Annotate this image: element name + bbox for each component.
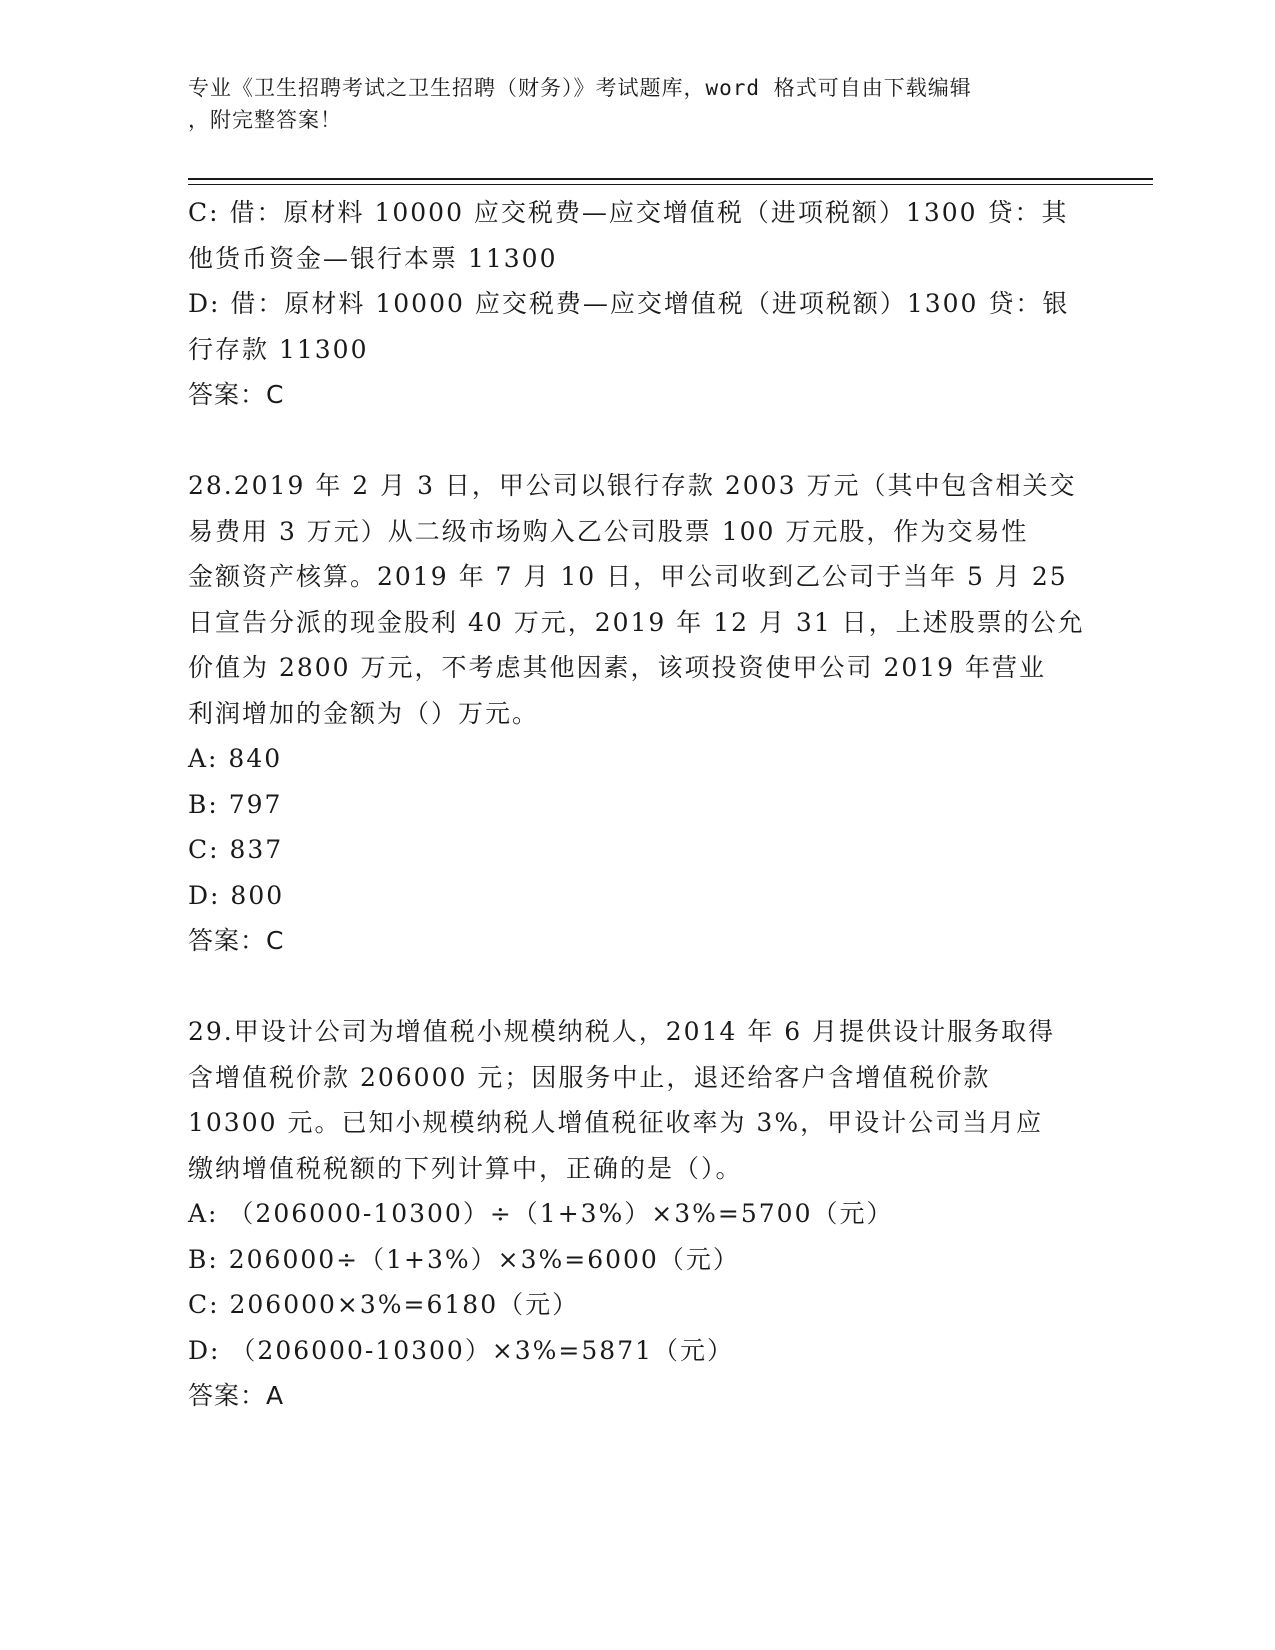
q28-option-c: C: 837: [188, 835, 284, 864]
q27-option-c-line-1: C: 借：原材料 10000 应交税费—应交增值税（进项税额）1300 贷：其: [188, 198, 1069, 227]
q28-answer: 答案：C: [188, 926, 285, 955]
q29-answer: 答案：A: [188, 1381, 285, 1410]
q29-stem-line: 缴纳增值税税额的下列计算中，正确的是（）。: [188, 1153, 743, 1183]
q28-stem-line: 28.2019 年 2 月 3 日，甲公司以银行存款 2003 万元（其中包含相关交: [188, 471, 1077, 500]
q29-option-a: A: （206000-10300）÷（1+3%）×3%=5700（元）: [188, 1199, 894, 1228]
q27-option-d-line-1: D: 借：原材料 10000 应交税费—应交增值税（进项税额）1300 贷：银: [188, 289, 1070, 318]
q29-stem-line: 含增值税价款 206000 元；因服务中止，退还给客户含增值税价款: [188, 1062, 991, 1092]
q29-stem-line: 29.甲设计公司为增值税小规模纳税人，2014 年 6 月提供设计服务取得: [188, 1017, 1056, 1046]
q28-stem-line: 易费用 3 万元）从二级市场购入乙公司股票 100 万元股，作为交易性: [188, 516, 1029, 546]
header-divider-thin: [188, 184, 1153, 185]
q27-option-d-line-2: 行存款 11300: [188, 334, 369, 364]
question-29: [188, 1009, 1088, 1419]
q28-option-b: B: 797: [188, 789, 283, 819]
q27-answer: 答案：C: [188, 380, 285, 409]
q29-stem-line: 10300 元。已知小规模纳税人增值税征收率为 3%，甲设计公司当月应: [188, 1108, 1044, 1137]
question-28: [188, 463, 1088, 964]
question-27-tail: [188, 190, 1088, 418]
q28-option-a: A: 840: [188, 744, 283, 773]
q28-option-d: D: 800: [188, 880, 285, 910]
paragraph-gap: [188, 418, 1088, 464]
q28-stem-line: 价值为 2800 万元，不考虑其他因素，该项投资使甲公司 2019 年营业: [188, 653, 1047, 682]
paragraph-gap: [188, 964, 1088, 1010]
document-body: [188, 190, 1088, 1419]
q28-stem-line: 金额资产核算。2019 年 7 月 10 日，甲公司收到乙公司于当年 5 月 25: [188, 562, 1068, 591]
q28-stem-line: 利润增加的金额为（）万元。: [188, 698, 540, 728]
document-header: [188, 72, 1088, 136]
q27-option-c-line-2: 他货币资金—银行本票 11300: [188, 243, 558, 273]
q28-stem-line: 日宣告分派的现金股利 40 万元，2019 年 12 月 31 日，上述股票的公允: [188, 607, 1085, 637]
q29-option-b: B: 206000÷（1+3%）×3%=6000（元）: [188, 1244, 740, 1274]
q29-option-d: D: （206000-10300）×3%=5871（元）: [188, 1335, 735, 1365]
header-title-line-1: 专业《卫生招聘考试之卫生招聘（财务）》考试题库，word 格式可自由下载编辑: [188, 76, 972, 100]
q29-option-c: C: 206000×3%=6180（元）: [188, 1290, 580, 1319]
header-title-line-2: ，附完整答案！: [188, 108, 342, 132]
header-divider-thick: [188, 178, 1153, 180]
